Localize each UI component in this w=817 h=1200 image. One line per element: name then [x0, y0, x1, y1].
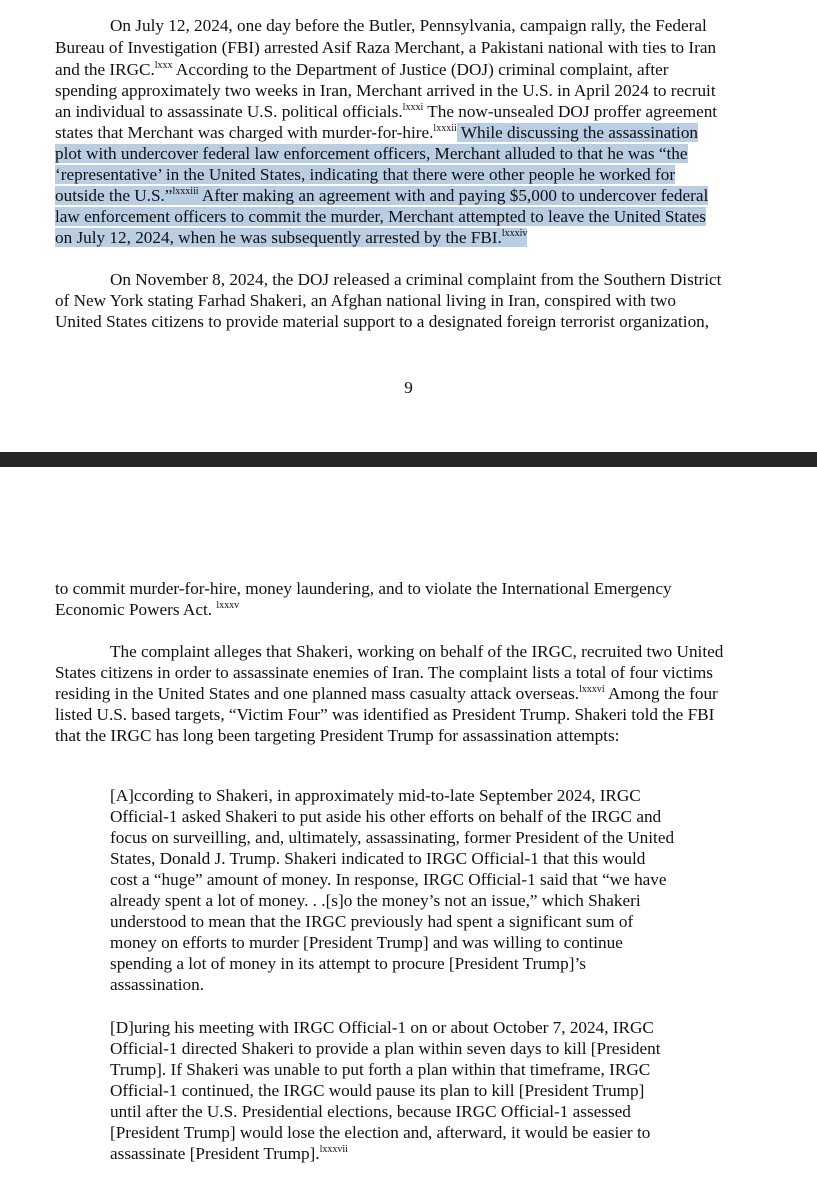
text-run: on July 12, 2024, when he was subsequently arrested by the FBI. [55, 228, 502, 247]
highlighted-text[interactable]: plot with undercover federal law enforcement officers, Merchant alluded to that he was “the [55, 144, 688, 163]
text-line [110, 1143, 348, 1164]
page-separator [0, 452, 817, 467]
text-line: States citizens in order to assassinate enemies of Iran. The complaint lists a total of four victims [55, 663, 713, 682]
text-line [55, 59, 668, 80]
page-number: 9 [404, 378, 413, 397]
endnote-ref[interactable]: lxxxiii [172, 186, 199, 197]
text-line: money on efforts to murder [President Trump] and was willing to continue [110, 933, 623, 952]
text-line [55, 227, 527, 248]
text-line [55, 185, 708, 206]
highlighted-text[interactable]: While discussing the assassination [456, 123, 699, 142]
highlighted-text[interactable] [55, 228, 527, 247]
text-line: [A]ccording to Shakeri, in approximately mid-to-late September 2024, IRGC [110, 786, 641, 805]
highlighted-text[interactable] [55, 186, 708, 205]
text-line: spending a lot of money in its attempt to procure [President Trump]’s [110, 954, 586, 973]
text-line: that the IRGC has long been targeting President Trump for assassination attempts: [55, 726, 620, 745]
text-line: [D]uring his meeting with IRGC Official-1 on or about October 7, 2024, IRGC [110, 1018, 654, 1037]
text-line: United States citizens to provide material support to a designated foreign terrorist organization, [55, 312, 710, 331]
endnote-ref[interactable]: lxxx [154, 60, 173, 71]
text-line [55, 122, 698, 143]
text-run: an individual to assassinate U.S. political officials. [55, 102, 403, 121]
text-line: assassination. [110, 975, 205, 994]
text-line [55, 683, 718, 704]
text-run: Economic Powers Act. [55, 600, 217, 619]
text-line: The complaint alleges that Shakeri, working on behalf of the IRGC, recruited two United [110, 642, 724, 661]
highlighted-text[interactable]: law enforcement officers to commit the murder, Merchant attempted to leave the United States [55, 207, 706, 226]
text-line: focus on surveilling, and, ultimately, assassinating, former President of the United [110, 828, 675, 847]
text-line: until after the U.S. Presidential elections, because IRGC Official-1 assessed [110, 1102, 631, 1121]
text-run: states that Merchant was charged with murder-for-hire. [55, 123, 434, 142]
highlighted-text[interactable]: ‘representative’ in the United States, indicating that there were other people he worked for [55, 165, 676, 184]
endnote-ref[interactable]: lxxxvii [319, 1144, 348, 1155]
text-line [55, 206, 706, 227]
text-line: On July 12, 2024, one day before the Butler, Pennsylvania, campaign rally, the Federal [110, 16, 707, 35]
text-line: Official-1 asked Shakeri to put aside his other efforts on behalf of the IRGC and [110, 807, 662, 826]
endnote-ref[interactable]: lxxxvi [579, 684, 605, 695]
text-run: The now-unsealed DOJ proffer agreement [423, 102, 718, 121]
text-run: outside the U.S.” [55, 186, 173, 205]
text-line [55, 101, 717, 122]
endnote-ref[interactable]: lxxxi [402, 102, 424, 113]
endnote-ref[interactable]: lxxxii [433, 123, 457, 134]
text-line [55, 164, 675, 185]
endnote-ref[interactable]: lxxxiv [501, 228, 528, 239]
text-run: and the IRGC. [55, 60, 155, 79]
text-line: States, Donald J. Trump. Shakeri indicated to IRGC Official-1 that this would [110, 849, 646, 868]
text-line: already spent a lot of money. . .[s]o the money’s not an issue,” which Shakeri [110, 891, 641, 910]
text-run: According to the Department of Justice (DOJ) criminal complaint, after [172, 60, 669, 79]
text-run: Among the four [604, 684, 718, 703]
text-line: of New York stating Farhad Shakeri, an Afghan national living in Iran, conspired with two [55, 291, 677, 310]
text-line: listed U.S. based targets, “Victim Four” was identified as President Trump. Shakeri told the FBI [55, 705, 715, 724]
endnote-ref[interactable]: lxxxv [216, 600, 240, 611]
text-run: residing in the United States and one planned mass casualty attack overseas. [55, 684, 580, 703]
text-line: spending approximately two weeks in Iran, Merchant arrived in the U.S. in April 2024 to recruit [55, 81, 716, 100]
text-line: Trump]. If Shakeri was unable to put forth a plan within that timeframe, IRGC [110, 1060, 651, 1079]
text-line [55, 599, 239, 620]
text-run: assassinate [President Trump]. [110, 1144, 320, 1163]
text-line: [President Trump] would lose the election and, afterward, it would be easier to [110, 1123, 651, 1142]
text-line: Bureau of Investigation (FBI) arrested Asif Raza Merchant, a Pakistani national with ties to Iran [55, 38, 717, 57]
text-line: to commit murder-for-hire, money laundering, and to violate the International Emergency [55, 579, 672, 598]
text-line: Official-1 continued, the IRGC would pause its plan to kill [President Trump] [110, 1081, 645, 1100]
text-run: After making an agreement with and paying $5,000 to undercover federal [198, 186, 709, 205]
text-line: Official-1 directed Shakeri to provide a plan within seven days to kill [President [110, 1039, 661, 1058]
text-line: cost a “huge” amount of money. In response, IRGC Official-1 said that “we have [110, 870, 667, 889]
text-line [55, 143, 688, 164]
text-line: understood to mean that the IRGC previously had spent a significant sum of [110, 912, 634, 931]
text-line: On November 8, 2024, the DOJ released a criminal complaint from the Southern District [110, 270, 722, 289]
